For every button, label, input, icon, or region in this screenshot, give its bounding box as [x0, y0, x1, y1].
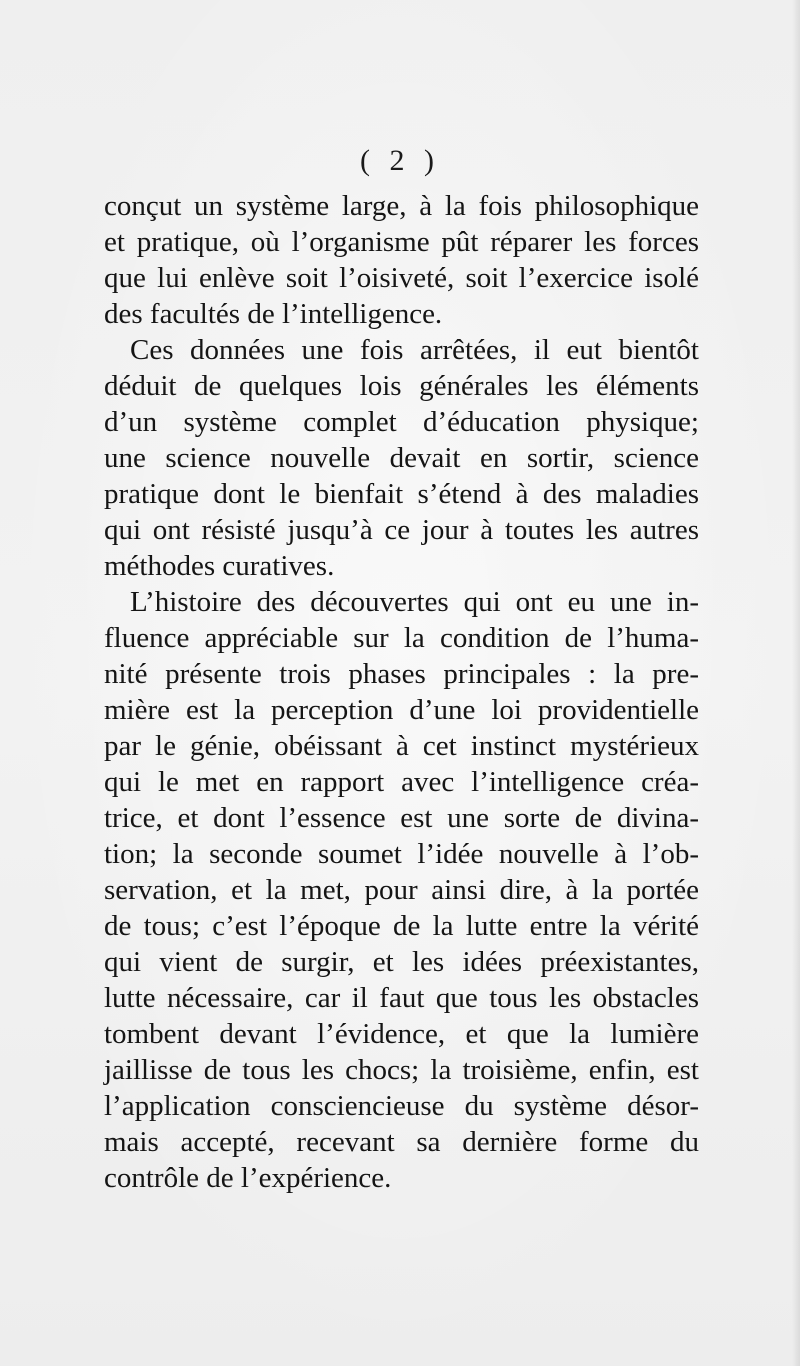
text-line: nité présente trois phases principales : la pre- [104, 658, 699, 690]
text-line: pratique dont le bienfait s’étend à des maladies [104, 478, 699, 510]
text-line: tombent devant l’évidence, et que la lumière [104, 1018, 699, 1050]
text-line: que lui enlève soit l’oisiveté, soit l’exercice isolé [104, 262, 699, 294]
text-line: déduit de quelques lois générales les éléments [104, 370, 699, 402]
text-line: mière est la perception d’une loi providentielle [104, 694, 699, 726]
paragraph-2 [104, 332, 699, 584]
paragraph-3 [104, 584, 699, 1196]
text-line: qui ont résisté jusqu’à ce jour à toutes les autres [104, 514, 699, 546]
text-line: jaillisse de tous les chocs; la troisième, enfin, est [104, 1054, 699, 1086]
text-line: servation, et la met, pour ainsi dire, à la portée [104, 874, 699, 906]
text-line: qui vient de surgir, et les idées préexistantes, [104, 946, 699, 978]
text-line: mais accepté, recevant sa dernière forme du [104, 1126, 699, 1158]
text-line: l’application consciencieuse du système désor- [104, 1090, 699, 1122]
paragraph-1 [104, 188, 699, 332]
text-line: fluence appréciable sur la condition de l’huma- [104, 622, 699, 654]
text-line: lutte nécessaire, car il faut que tous les obstacles [104, 982, 699, 1014]
page-number: ( 2 ) [360, 144, 440, 177]
text-line: et pratique, où l’organisme pût réparer les forces [104, 226, 699, 258]
text-line: Ces données une fois arrêtées, il eut bientôt [130, 334, 699, 366]
text-line: conçut un système large, à la fois philosophique [104, 190, 699, 222]
text-line: trice, et dont l’essence est une sorte de divina- [104, 802, 699, 834]
text-line: de tous; c’est l’époque de la lutte entre la vérité [104, 910, 699, 942]
text-line: tion; la seconde soumet l’idée nouvelle à l’ob- [104, 838, 699, 870]
text-line: qui le met en rapport avec l’intelligence créa- [104, 766, 699, 798]
text-line: d’un système complet d’éducation physique; [104, 406, 699, 438]
text-line: L’histoire des découvertes qui ont eu une in- [130, 586, 699, 618]
text-line: des facultés de l’intelligence. [104, 298, 443, 330]
body-text [104, 188, 699, 1196]
text-line: par le génie, obéissant à cet instinct mystérieux [104, 730, 699, 762]
text-line: contrôle de l’expérience. [104, 1162, 392, 1194]
page-edge-shadow [792, 0, 800, 1366]
text-line: méthodes curatives. [104, 550, 335, 582]
text-line: une science nouvelle devait en sortir, science [104, 442, 699, 474]
